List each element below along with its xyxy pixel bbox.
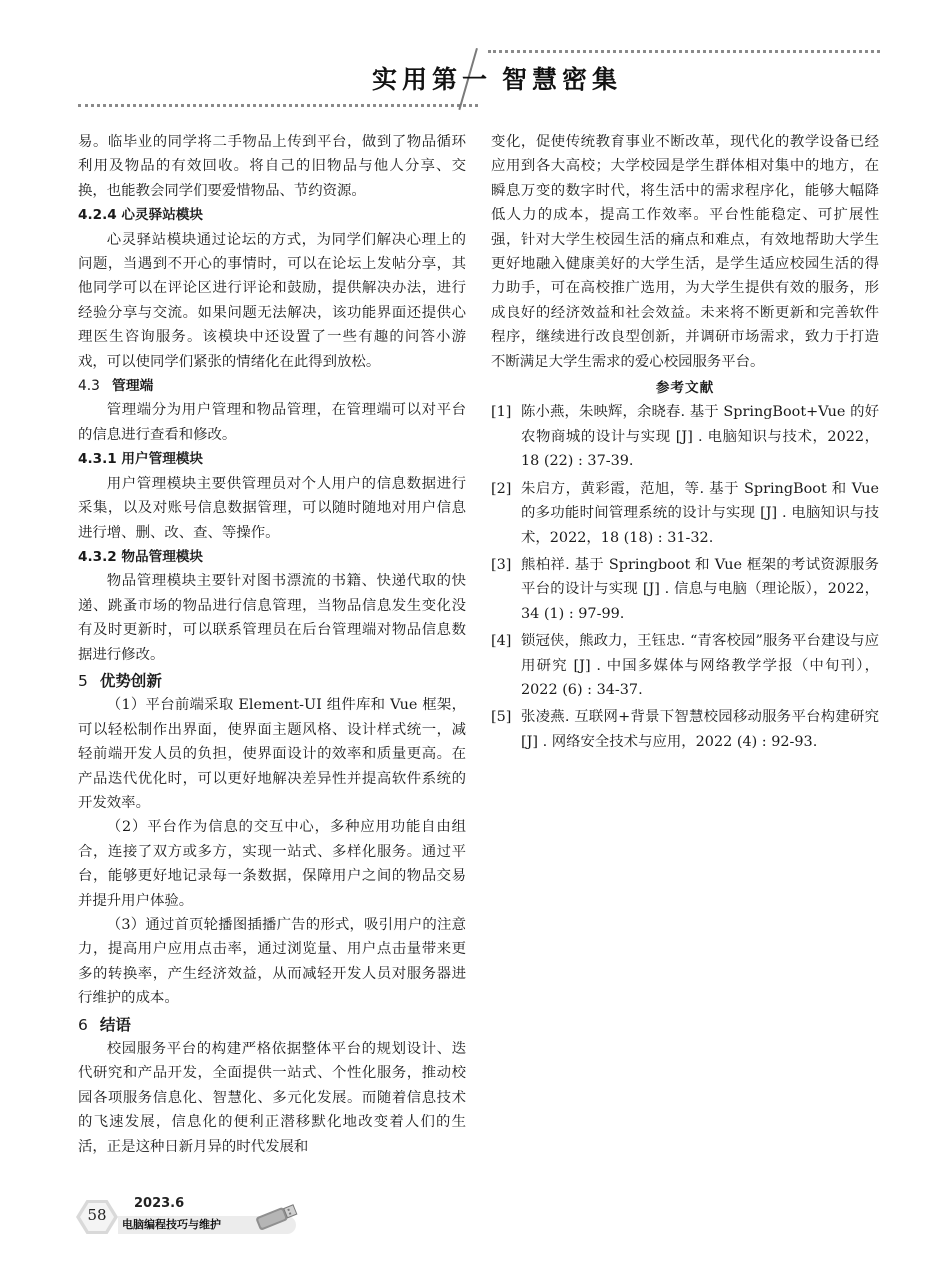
section-title <box>372 60 622 96</box>
journal-name: 电脑编程技巧与维护 <box>122 1218 221 1231</box>
reference-text: 张凌燕. 互联网+背景下智慧校园移动服务平台构建研究 [J] . 网络安全技术与应用，2022 (4) : 92-93. <box>521 709 879 750</box>
heading-title: 优势创新 <box>99 671 162 690</box>
reference-number: [1] <box>491 404 512 421</box>
page-number: 58 <box>87 1206 107 1224</box>
reference-item <box>491 629 879 702</box>
paragraph: （2）平台作为信息的交互中心，多种应用功能自由组合，连接了双方或多方，实现一站式、多样化服务。通过平台，能够更好地记录每一条数据，保障用户之间的物品交易并提升用户体验。 <box>78 819 466 909</box>
paragraph: 校园服务平台的构建严格依据整体平台的规划设计、迭代研究和产品开发，全面提供一站式、个性化服务，推动校园各项服务信息化、智慧化、多元化发展。而随着信息技术的飞速发展，信息化的便利正潜移默化地改变着人们的生活，正是这种日新月异的时代发展和 <box>78 1041 466 1155</box>
section-title-b: 智慧密集 <box>502 65 623 94</box>
reference-item <box>491 705 879 754</box>
heading-title: 管理端 <box>111 378 154 395</box>
heading-4-3-2: 4.3.2 物品管理模块 <box>78 548 203 565</box>
heading-4-3-1: 4.3.1 用户管理模块 <box>78 451 203 468</box>
reference-item <box>491 477 879 550</box>
reference-number: [5] <box>491 709 512 726</box>
usb-drive-icon <box>252 1198 300 1234</box>
heading-4-3 <box>78 374 466 398</box>
reference-number: [2] <box>491 480 512 497</box>
reference-item <box>491 553 879 626</box>
header-bottom-rule <box>78 104 478 107</box>
issue-number: 2023.6 <box>134 1196 185 1211</box>
reference-text: 朱启方，黄彩霞，范旭，等. 基于 SpringBoot 和 Vue 的多功能时间管理系统的设计与实现 [J] . 电脑知识与技术，2022，18 (18) : 31-32. <box>521 480 879 546</box>
paragraph: 易。临毕业的同学将二手物品上传到平台，做到了物品循环利用及物品的有效回收。将自己的旧物品与他人分享、交换，也能教会同学们要爱惜物品、节约资源。 <box>78 134 466 199</box>
header-top-rule <box>488 50 880 53</box>
reference-number: [3] <box>491 556 512 573</box>
heading-6 <box>78 1013 466 1037</box>
section-title-a: 实用第一 <box>372 65 493 94</box>
heading-number: 5 <box>78 671 88 690</box>
left-column <box>78 130 466 1159</box>
heading-4-2-4: 4.2.4 心灵驿站模块 <box>78 207 203 224</box>
reference-text: 锁冠侠，熊政力，王钰忠. “青客校园”服务平台建设与应用研究 [J] . 中国多媒体与网络教学学报（中旬刊），2022 (6) : 34-37. <box>521 633 879 698</box>
paragraph: 管理端分为用户管理和物品管理，在管理端可以对平台的信息进行查看和修改。 <box>78 402 466 443</box>
reference-text: 陈小燕，朱映辉，余晓春. 基于 SpringBoot+Vue 的好农物商城的设计与实现 [J] . 电脑知识与技术，2022，18 (22) : 37-39. <box>521 404 879 470</box>
reference-item <box>491 400 879 473</box>
references-title: 参考文献 <box>655 380 715 397</box>
paragraph: 变化，促使传统教育事业不断改革，现代化的教学设备已经应用到各大高校；大学校园是学生群体相对集中的地方，在瞬息万变的数字时代，将生活中的需求程序化，能够大幅降低人力的成本，提高工作效率。平台性能稳定、可扩展性强，针对大学生校园生活的痛点和难点，有效地帮助大学生更好地融入健康美好的大学生活，是学生适应校园生活的得力助手，可在高校推广选用，为大学生提供有效的服务，形成良好的经济效益和社会效益。未来将不断更新和完善软件程序，继续进行改良型创新，并调研市场需求，致力于打造不断满足大学生需求的爱心校园服务平台。 <box>491 134 879 370</box>
reference-text: 熊柏祥. 基于 Springboot 和 Vue 框架的考试资源服务平台的设计与实现 [J] . 信息与电脑（理论版），2022，34 (1) : 97-99. <box>521 556 879 622</box>
heading-5 <box>78 669 466 693</box>
paragraph: 物品管理模块主要针对图书漂流的书籍、快递代取的快递、跳蚤市场的物品进行信息管理，当物品信息发生变化没有及时更新时，可以联系管理员在后台管理端对物品信息数据进行修改。 <box>78 573 466 663</box>
heading-number: 6 <box>78 1015 88 1034</box>
heading-title: 结语 <box>99 1015 131 1034</box>
page-footer <box>72 1192 302 1244</box>
reference-number: [4] <box>491 633 512 650</box>
running-header <box>0 0 950 130</box>
paragraph: 心灵驿站模块通过论坛的方式，为同学们解决心理上的问题，当遇到不开心的事情时，可以在论坛上发帖分享，其他同学可以在评论区进行评论和鼓励，提供解决办法，进行经验分享与交流。如果问题无法解决，该功能界面还提供心理医生咨询服务。该模块中还设置了一些有趣的问答小游戏，可以使同学们紧张的情绪化在此得到放松。 <box>78 231 466 370</box>
paragraph: （3）通过首页轮播图插播广告的形式，吸引用户的注意力，提高用户应用点击率，通过浏览量、用户点击量带来更多的转换率，产生经济效益，从而减轻开发人员对服务器进行维护的成本。 <box>78 917 466 1007</box>
paragraph: 用户管理模块主要供管理员对个人用户的信息数据进行采集，以及对账号信息数据管理，可以随时随地对用户信息进行增、删、改、查、等操作。 <box>78 475 466 541</box>
paragraph: （1）平台前端采取 Element-UI 组件库和 Vue 框架，可以轻松制作出界面，使界面主题风格、设计样式统一，减轻前端开发人员的负担，使界面设计的效率和质量更高。在产品迭代优化时，可以更好地解决差异性并提高软件系统的开发效率。 <box>78 697 466 811</box>
heading-number: 4.3 <box>78 378 100 395</box>
right-column <box>491 130 879 757</box>
